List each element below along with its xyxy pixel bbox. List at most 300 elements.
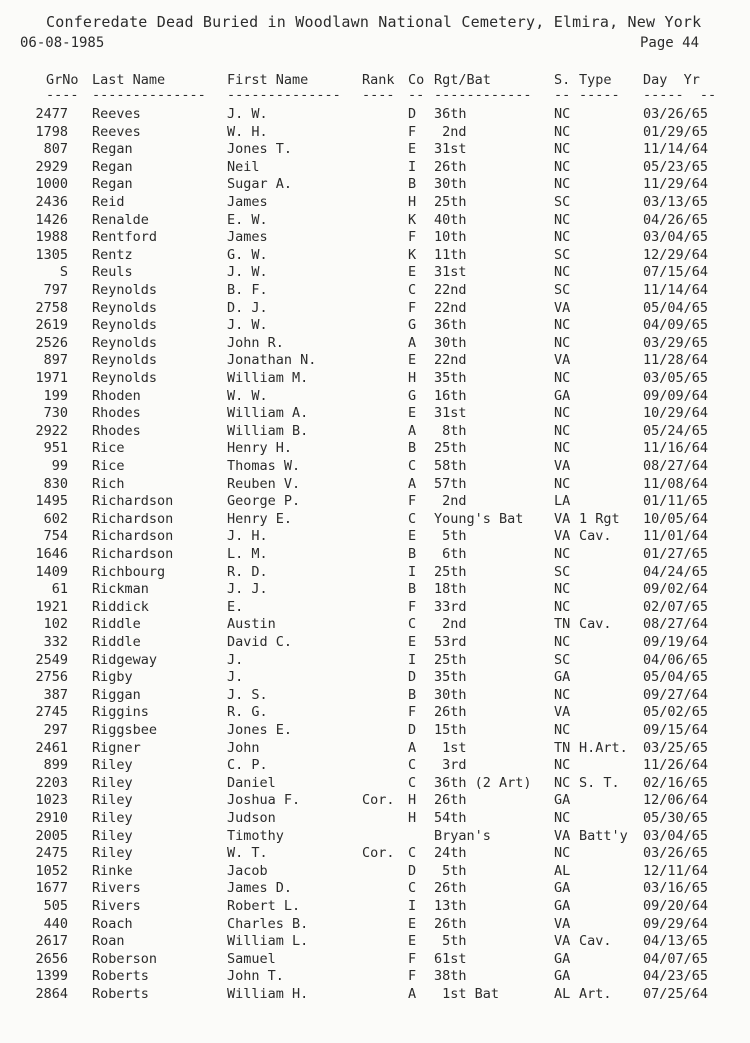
table-row: [0, 300, 750, 318]
table-row: [0, 528, 750, 546]
dash-rank: ----: [362, 87, 395, 103]
cell-grno: 199: [43, 387, 68, 404]
cell-first-name: William B.: [227, 422, 309, 439]
table-row: [0, 810, 750, 828]
cell-first-name: R. G.: [227, 704, 268, 721]
cell-last-name: Roan: [92, 933, 125, 950]
cell-grno: 2475: [35, 845, 68, 862]
cell-last-name: Roberts: [92, 968, 149, 985]
cell-last-name: Rice: [92, 458, 125, 474]
cell-last-name: Reeves: [92, 106, 141, 122]
cell-first-name: B. F.: [227, 282, 268, 298]
cell-type: Cav.: [579, 933, 612, 950]
cell-grno: S: [59, 264, 68, 281]
cell-first-name: D. J.: [227, 299, 268, 316]
table-row: [0, 458, 750, 476]
cell-co: G: [408, 317, 417, 334]
cell-state: AL: [554, 862, 571, 879]
cell-first-name: John: [227, 739, 260, 756]
cell-co: B: [408, 546, 417, 562]
column-header-state: S.: [554, 72, 571, 88]
cell-co: B: [408, 440, 417, 457]
cell-day-yr: 04/07/65: [643, 950, 709, 967]
cell-last-name: Rivers: [92, 898, 141, 914]
column-header-rank: Rank: [362, 72, 395, 88]
table-row: [0, 405, 750, 423]
table-row: [0, 669, 750, 687]
table-row: [0, 388, 750, 406]
cell-state: NC: [554, 317, 571, 334]
cell-state: NC: [554, 158, 571, 175]
cell-grno: 730: [43, 405, 68, 422]
cell-grno: 99: [51, 458, 68, 474]
cell-rgt-bat: 16th: [434, 387, 467, 404]
cell-rgt-bat: 25th: [434, 194, 467, 210]
table-row: [0, 704, 750, 722]
cell-co: E: [408, 933, 417, 950]
cell-state: NC: [554, 845, 571, 862]
cell-rgt-bat: 35th: [434, 669, 467, 686]
cell-last-name: Roberson: [92, 950, 158, 967]
cell-day-yr: 11/14/64: [643, 141, 709, 158]
cell-type: 1 Rgt: [579, 510, 620, 527]
cell-rank: Cor.: [362, 845, 395, 862]
cell-co: C: [408, 616, 417, 633]
cell-rgt-bat: 11th: [434, 246, 467, 263]
cell-grno: 754: [43, 528, 68, 545]
cell-co: C: [408, 845, 417, 862]
cell-type: S. T.: [579, 774, 620, 791]
table-row: [0, 880, 750, 898]
cell-rgt-bat: 22nd: [434, 352, 467, 369]
cell-co: H: [408, 370, 417, 386]
cell-day-yr: 04/13/65: [643, 933, 709, 950]
cell-rgt-bat: 26th: [434, 880, 467, 897]
cell-co: C: [408, 282, 417, 298]
cell-state: GA: [554, 387, 571, 404]
cell-rgt-bat: 30th: [434, 686, 467, 703]
cell-first-name: Jacob: [227, 862, 268, 879]
table-row: [0, 898, 750, 916]
cell-last-name: Reynolds: [92, 370, 158, 386]
cell-state: NC: [554, 264, 571, 281]
cell-co: B: [408, 686, 417, 703]
cell-state: VA: [554, 299, 571, 316]
cell-last-name: Regan: [92, 158, 133, 175]
table-row: [0, 476, 750, 494]
cell-first-name: E.: [227, 598, 244, 615]
cell-last-name: Riggsbee: [92, 722, 158, 738]
cell-day-yr: 03/29/65: [643, 334, 709, 351]
cell-grno: 387: [43, 686, 68, 703]
cell-co: K: [408, 246, 417, 263]
cell-co: E: [408, 405, 417, 422]
cell-state: NC: [554, 581, 571, 598]
column-header-first-name: First Name: [227, 72, 309, 88]
cell-first-name: G. W.: [227, 246, 268, 263]
cell-first-name: James D.: [227, 880, 293, 897]
table-row: [0, 440, 750, 458]
table-row: [0, 317, 750, 335]
cell-first-name: James: [227, 194, 268, 210]
cell-co: C: [408, 880, 417, 897]
cell-grno: 2745: [35, 704, 68, 721]
cell-state: NC: [554, 405, 571, 422]
cell-co: K: [408, 211, 417, 228]
cell-state: GA: [554, 968, 571, 985]
cell-grno: 807: [43, 141, 68, 158]
cell-state: TN: [554, 616, 571, 633]
table-row: [0, 968, 750, 986]
document-date: 06-08-1985: [20, 35, 105, 51]
cell-grno: 2436: [35, 194, 68, 210]
cell-co: H: [408, 810, 417, 826]
cell-co: F: [408, 123, 417, 140]
cell-day-yr: 08/27/64: [643, 458, 709, 474]
cell-day-yr: 03/26/65: [643, 845, 709, 862]
cell-first-name: Judson: [227, 810, 276, 826]
cell-grno: 2929: [35, 158, 68, 175]
table-row: [0, 687, 750, 705]
cell-day-yr: 04/26/65: [643, 211, 709, 228]
cell-day-yr: 09/29/64: [643, 915, 709, 932]
cell-rgt-bat: 53rd: [434, 634, 467, 650]
cell-state: AL: [554, 986, 571, 1002]
table-row: [0, 511, 750, 529]
cell-co: E: [408, 141, 417, 158]
cell-first-name: Timothy: [227, 827, 284, 844]
cell-last-name: Reynolds: [92, 352, 158, 369]
cell-last-name: Rhodes: [92, 422, 141, 439]
cell-last-name: Rich: [92, 475, 125, 492]
cell-state: SC: [554, 194, 571, 210]
table-row: [0, 176, 750, 194]
cell-grno: 505: [43, 898, 68, 914]
cell-last-name: Riley: [92, 827, 133, 844]
cell-grno: 1646: [35, 546, 68, 562]
cell-state: NC: [554, 546, 571, 562]
table-row: [0, 933, 750, 951]
cell-co: A: [408, 475, 417, 492]
cell-last-name: Rhodes: [92, 405, 141, 422]
cell-grno: 2477: [35, 106, 68, 122]
cell-state: SC: [554, 282, 571, 298]
cell-day-yr: 03/16/65: [643, 880, 709, 897]
cell-rgt-bat: 22nd: [434, 282, 467, 298]
cell-day-yr: 11/08/64: [643, 475, 709, 492]
cell-rgt-bat: 2nd: [434, 493, 467, 510]
cell-last-name: Riggan: [92, 686, 141, 703]
cell-co: I: [408, 158, 417, 175]
cell-type: Batt'y: [579, 827, 628, 844]
cell-day-yr: 05/24/65: [643, 422, 709, 439]
table-row: [0, 423, 750, 441]
cell-last-name: Riley: [92, 845, 133, 862]
cell-first-name: W. T.: [227, 845, 268, 862]
dash-co: --: [408, 87, 425, 103]
table-row: [0, 264, 750, 282]
cell-day-yr: 02/07/65: [643, 598, 709, 615]
cell-last-name: Reeves: [92, 123, 141, 140]
cell-grno: 951: [43, 440, 68, 457]
cell-last-name: Reuls: [92, 264, 133, 281]
cell-day-yr: 05/23/65: [643, 158, 709, 175]
cell-rgt-bat: 38th: [434, 968, 467, 985]
table-row: [0, 916, 750, 934]
cell-grno: 1023: [35, 792, 68, 809]
cell-co: G: [408, 387, 417, 404]
cell-day-yr: 05/04/65: [643, 669, 709, 686]
cell-co: E: [408, 915, 417, 932]
cell-first-name: William L.: [227, 933, 309, 950]
cell-grno: 2656: [35, 950, 68, 967]
cell-state: NC: [554, 475, 571, 492]
dash-type: -----: [579, 87, 620, 103]
column-header-type: Type: [579, 72, 612, 88]
cell-grno: 297: [43, 722, 68, 738]
cell-state: VA: [554, 827, 571, 844]
cell-last-name: Rice: [92, 440, 125, 457]
cell-first-name: W. H.: [227, 123, 268, 140]
cell-day-yr: 05/30/65: [643, 810, 709, 826]
cell-grno: 1988: [35, 229, 68, 246]
cell-state: NC: [554, 229, 571, 246]
cell-state: SC: [554, 246, 571, 263]
cell-state: NC: [554, 810, 571, 826]
cell-day-yr: 01/11/65: [643, 493, 709, 510]
cell-rgt-bat: 2nd: [434, 123, 467, 140]
cell-day-yr: 05/02/65: [643, 704, 709, 721]
table-row: [0, 493, 750, 511]
cell-day-yr: 07/25/64: [643, 986, 709, 1002]
cell-state: NC: [554, 211, 571, 228]
table-row: [0, 775, 750, 793]
cell-day-yr: 09/15/64: [643, 722, 709, 738]
cell-last-name: Rivers: [92, 880, 141, 897]
cell-first-name: Henry H.: [227, 440, 293, 457]
cell-grno: 897: [43, 352, 68, 369]
cell-state: NC: [554, 440, 571, 457]
cell-grno: 2758: [35, 299, 68, 316]
cell-co: I: [408, 898, 417, 914]
cell-last-name: Riggins: [92, 704, 149, 721]
table-row: [0, 247, 750, 265]
table-row: [0, 634, 750, 652]
cell-first-name: J. H.: [227, 528, 268, 545]
cell-day-yr: 04/09/65: [643, 317, 709, 334]
cell-first-name: Henry E.: [227, 510, 293, 527]
cell-day-yr: 03/13/65: [643, 194, 709, 210]
cell-co: C: [408, 757, 417, 774]
cell-state: GA: [554, 792, 571, 809]
cell-last-name: Richardson: [92, 546, 174, 562]
cell-first-name: William A.: [227, 405, 309, 422]
cell-last-name: Reynolds: [92, 334, 158, 351]
cell-day-yr: 10/29/64: [643, 405, 709, 422]
cell-grno: 2617: [35, 933, 68, 950]
cell-grno: 102: [43, 616, 68, 633]
cell-rgt-bat: 30th: [434, 334, 467, 351]
cell-day-yr: 05/04/65: [643, 299, 709, 316]
cell-co: B: [408, 176, 417, 193]
cell-state: VA: [554, 528, 571, 545]
cell-state: NC: [554, 686, 571, 703]
cell-grno: 332: [43, 634, 68, 650]
cell-rgt-bat: 13th: [434, 898, 467, 914]
cell-last-name: Rentz: [92, 246, 133, 263]
cell-last-name: Rentford: [92, 229, 158, 246]
cell-co: A: [408, 422, 417, 439]
cell-rgt-bat: 31st: [434, 264, 467, 281]
cell-rank: Cor.: [362, 792, 395, 809]
cell-co: E: [408, 634, 417, 650]
cell-first-name: George P.: [227, 493, 301, 510]
cell-grno: 2549: [35, 651, 68, 668]
cell-rgt-bat: 26th: [434, 915, 467, 932]
cell-last-name: Regan: [92, 176, 133, 193]
cell-first-name: Sugar A.: [227, 176, 293, 193]
cell-rgt-bat: 6th: [434, 546, 467, 562]
cell-grno: 1798: [35, 123, 68, 140]
table-row: [0, 757, 750, 775]
cell-co: I: [408, 651, 417, 668]
cell-co: C: [408, 510, 417, 527]
cell-first-name: Thomas W.: [227, 458, 301, 474]
cell-state: VA: [554, 933, 571, 950]
cell-day-yr: 01/27/65: [643, 546, 709, 562]
cell-co: F: [408, 968, 417, 985]
cell-first-name: David C.: [227, 634, 293, 650]
table-row: [0, 828, 750, 846]
cell-state: SC: [554, 563, 571, 580]
table-row: [0, 106, 750, 124]
cell-first-name: Charles B.: [227, 915, 309, 932]
cell-co: H: [408, 792, 417, 809]
dash-grno: ----: [46, 87, 79, 103]
table-row: [0, 581, 750, 599]
table-row: [0, 282, 750, 300]
column-header-day-yr: Day Yr: [643, 72, 700, 88]
cell-day-yr: 09/20/64: [643, 898, 709, 914]
cell-rgt-bat: 36th: [434, 106, 467, 122]
cell-last-name: Reynolds: [92, 282, 158, 298]
cell-type: H.Art.: [579, 739, 628, 756]
column-header-rgt-bat: Rgt/Bat: [434, 72, 491, 88]
cell-grno: 1409: [35, 563, 68, 580]
cell-rgt-bat: 2nd: [434, 616, 467, 633]
cell-co: F: [408, 704, 417, 721]
cell-day-yr: 09/09/64: [643, 387, 709, 404]
cell-last-name: Reynolds: [92, 299, 158, 316]
cell-last-name: Richbourg: [92, 563, 166, 580]
cell-state: NC: [554, 722, 571, 738]
cell-rgt-bat: 5th: [434, 862, 467, 879]
cell-co: A: [408, 739, 417, 756]
cell-co: F: [408, 598, 417, 615]
cell-rgt-bat: 57th: [434, 475, 467, 492]
cell-state: TN: [554, 739, 571, 756]
cell-last-name: Rickman: [92, 581, 149, 598]
cell-last-name: Riddick: [92, 598, 149, 615]
cell-grno: 440: [43, 915, 68, 932]
cell-grno: 602: [43, 510, 68, 527]
cell-last-name: Riley: [92, 810, 133, 826]
table-row: [0, 652, 750, 670]
table-row: [0, 863, 750, 881]
cell-first-name: L. M.: [227, 546, 268, 562]
cell-state: VA: [554, 458, 571, 474]
cell-last-name: Richardson: [92, 493, 174, 510]
dash-state: --: [554, 87, 571, 103]
table-row: [0, 335, 750, 353]
cell-type: Art.: [579, 986, 612, 1002]
cell-co: F: [408, 229, 417, 246]
cell-grno: 1305: [35, 246, 68, 263]
cell-state: VA: [554, 704, 571, 721]
cell-state: GA: [554, 669, 571, 686]
dash-first-name: --------------: [227, 87, 341, 103]
table-row: [0, 124, 750, 142]
cell-co: C: [408, 774, 417, 791]
cell-co: H: [408, 194, 417, 210]
cell-grno: 2756: [35, 669, 68, 686]
cell-rgt-bat: 30th: [434, 176, 467, 193]
table-row: [0, 370, 750, 388]
cell-day-yr: 02/16/65: [643, 774, 709, 791]
cell-rgt-bat: 18th: [434, 581, 467, 598]
cell-rgt-bat: 33rd: [434, 598, 467, 615]
cell-grno: 899: [43, 757, 68, 774]
cell-rgt-bat: 26th: [434, 158, 467, 175]
cell-last-name: Riley: [92, 774, 133, 791]
cell-rgt-bat: Young's Bat: [434, 510, 524, 527]
table-row: [0, 951, 750, 969]
cell-grno: 1495: [35, 493, 68, 510]
cell-grno: 1399: [35, 968, 68, 985]
cell-day-yr: 11/01/64: [643, 528, 709, 545]
cell-last-name: Regan: [92, 141, 133, 158]
cell-state: NC: [554, 334, 571, 351]
cell-first-name: Jonathan N.: [227, 352, 317, 369]
cell-co: D: [408, 862, 417, 879]
page-number: Page 44: [640, 35, 700, 51]
cell-rgt-bat: 8th: [434, 422, 467, 439]
cell-rgt-bat: 22nd: [434, 299, 467, 316]
cell-day-yr: 11/28/64: [643, 352, 709, 369]
cell-rgt-bat: Bryan's: [434, 827, 491, 844]
cell-first-name: Joshua F.: [227, 792, 301, 809]
cell-rgt-bat: 25th: [434, 563, 467, 580]
cell-grno: 1426: [35, 211, 68, 228]
cell-last-name: Richardson: [92, 528, 174, 545]
cell-last-name: Reynolds: [92, 317, 158, 334]
cell-first-name: W. W.: [227, 387, 268, 404]
cell-grno: 1000: [35, 176, 68, 193]
cell-rgt-bat: 24th: [434, 845, 467, 862]
table-row: [0, 792, 750, 810]
cell-day-yr: 09/27/64: [643, 686, 709, 703]
cell-first-name: J. S.: [227, 686, 268, 703]
cell-grno: 830: [43, 475, 68, 492]
cell-state: NC: [554, 176, 571, 193]
table-row: [0, 141, 750, 159]
cell-state: GA: [554, 950, 571, 967]
cell-co: F: [408, 493, 417, 510]
cell-state: NC: [554, 422, 571, 439]
cell-grno: 1971: [35, 370, 68, 386]
dash-day-yr: ----- --: [643, 87, 717, 103]
table-row: [0, 212, 750, 230]
